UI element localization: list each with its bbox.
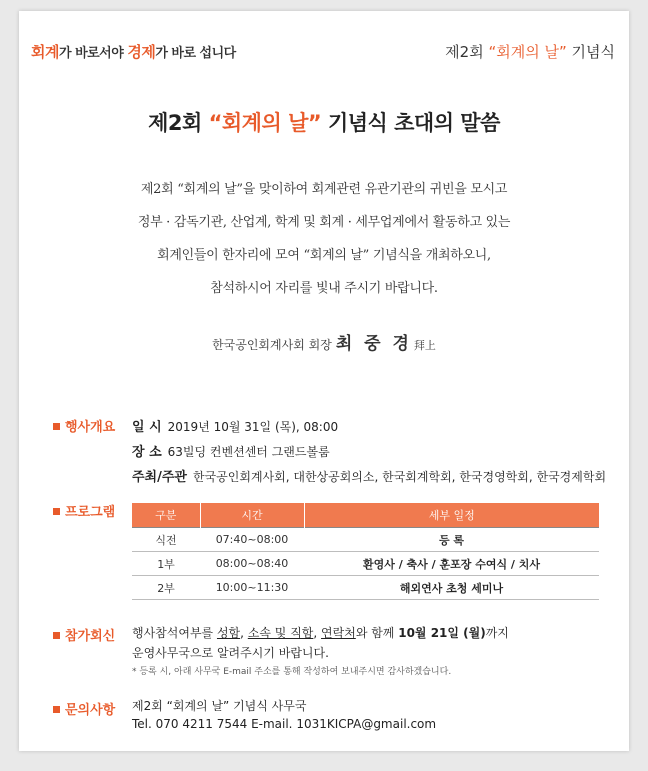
rsvp-line-1 (132, 624, 509, 641)
event-date-value: 2019년 10월 31일 (목), 08:00 (167, 420, 339, 434)
header-title-prefix: 제2회 (445, 43, 489, 61)
contact-tel-email: Tel. 070 4211 7544 E-mail. 1031KICPA@gmail.com (132, 717, 437, 731)
cell-time: 07:40~08:00 (200, 528, 304, 552)
header-title-suffix: 기념식 (566, 43, 615, 61)
event-place-value: 63빌딩 컨벤션센터 그랜드볼룸 (167, 445, 330, 459)
page-title-highlight: “회계의 날” (208, 111, 322, 135)
section-program-label (53, 501, 115, 520)
rsvp-field-title: 소속 및 직함 (247, 626, 314, 640)
table-row (132, 528, 599, 552)
contact-office: 제2회 “회계의 날” 기념식 사무국 (132, 699, 307, 713)
column-header-time: 시간 (200, 503, 304, 528)
slogan-word-economy: 경제 (127, 43, 156, 61)
slogan-logo (31, 41, 236, 62)
section-overview-label (53, 416, 115, 435)
program-table (132, 503, 599, 600)
rsvp-text: 행사참석여부를 (132, 626, 217, 640)
section-contact-label (53, 699, 115, 718)
table-row (132, 576, 599, 600)
section-overview-text: 행사개요 (65, 420, 116, 435)
event-host-key: 주최/주관 (132, 470, 187, 485)
page-title-suffix: 기념식 초대의 말씀 (321, 111, 500, 135)
bullet-square-icon (53, 423, 60, 430)
section-rsvp-text: 참가회신 (65, 629, 116, 644)
invitation-message (19, 173, 629, 305)
section-contact-text: 문의사항 (65, 703, 116, 718)
message-line: 제2회 “회계의 날”을 맞이하여 회계관련 유관기관의 귀빈을 모시고 (140, 182, 508, 197)
message-line: 참석하시어 자리를 빛내 주시기 바랍니다. (210, 281, 438, 296)
rsvp-text: 까지 (485, 626, 509, 640)
bullet-square-icon (53, 632, 60, 639)
header-title-highlight: “회계의 날” (488, 43, 567, 61)
rsvp-text: 와 함께 (355, 626, 399, 640)
message-line: 회계인들이 한자리에 모여 “회계의 날” 기념식을 개최하오니, (157, 248, 491, 263)
rsvp-line-2: 운영사무국으로 알려주시기 바랍니다. (132, 646, 329, 660)
table-row (132, 552, 599, 576)
cell-schedule: 해외연사 초청 세미나 (304, 576, 599, 600)
header-title (445, 41, 615, 62)
event-date-key: 일 시 (132, 420, 162, 435)
signature-org: 한국공인회계사회 회장 (212, 338, 332, 352)
slogan-text-2: 가 바로 섭니다 (155, 46, 236, 61)
rsvp-deadline: 10월 21일 (월) (398, 626, 486, 640)
event-place (132, 441, 330, 460)
event-date (132, 416, 338, 435)
cell-schedule: 등 록 (304, 528, 599, 552)
cell-part: 2부 (132, 576, 200, 600)
column-header-schedule: 세부 일정 (304, 503, 599, 528)
event-host-value: 한국공인회계사회, 대한상공회의소, 한국회계학회, 한국경영학회, 한국경제학회 (192, 470, 607, 484)
page-title-prefix: 제2회 (148, 111, 209, 135)
bullet-square-icon (53, 706, 60, 713)
event-host (132, 466, 606, 485)
cell-schedule: 환영사 / 축사 / 훈포장 수여식 / 치사 (304, 552, 599, 576)
rsvp-text: , (240, 626, 248, 640)
rsvp-field-name: 성함 (216, 626, 241, 640)
table-header-row (132, 503, 599, 528)
invitation-card (19, 11, 629, 751)
slogan-text-1: 가 바로서야 (58, 46, 128, 61)
section-rsvp-label (53, 625, 115, 644)
cell-part: 1부 (132, 552, 200, 576)
slogan-word-accounting: 회계 (31, 43, 59, 61)
rsvp-footnote: * 등록 시, 아래 사무국 E-mail 주소를 통해 작성하여 보내주시면 감사하겠습니다. (132, 667, 452, 677)
column-header-part: 구분 (132, 503, 200, 528)
signature (19, 329, 629, 354)
signature-name: 최 중 경 (335, 334, 412, 354)
cell-time: 08:00~08:40 (200, 552, 304, 576)
cell-part: 식전 (132, 528, 200, 552)
message-line: 정부 · 감독기관, 산업계, 학계 및 회계 · 세무업계에서 활동하고 있는 (137, 215, 511, 230)
bullet-square-icon (53, 508, 60, 515)
signature-honor: 拜上 (413, 339, 436, 352)
event-place-key: 장 소 (132, 445, 162, 460)
cell-time: 10:00~11:30 (200, 576, 304, 600)
header (19, 11, 629, 81)
rsvp-text: , (313, 626, 322, 640)
rsvp-field-contact: 연락처 (321, 626, 356, 640)
page-title (19, 107, 629, 137)
section-program-text: 프로그램 (65, 505, 116, 520)
